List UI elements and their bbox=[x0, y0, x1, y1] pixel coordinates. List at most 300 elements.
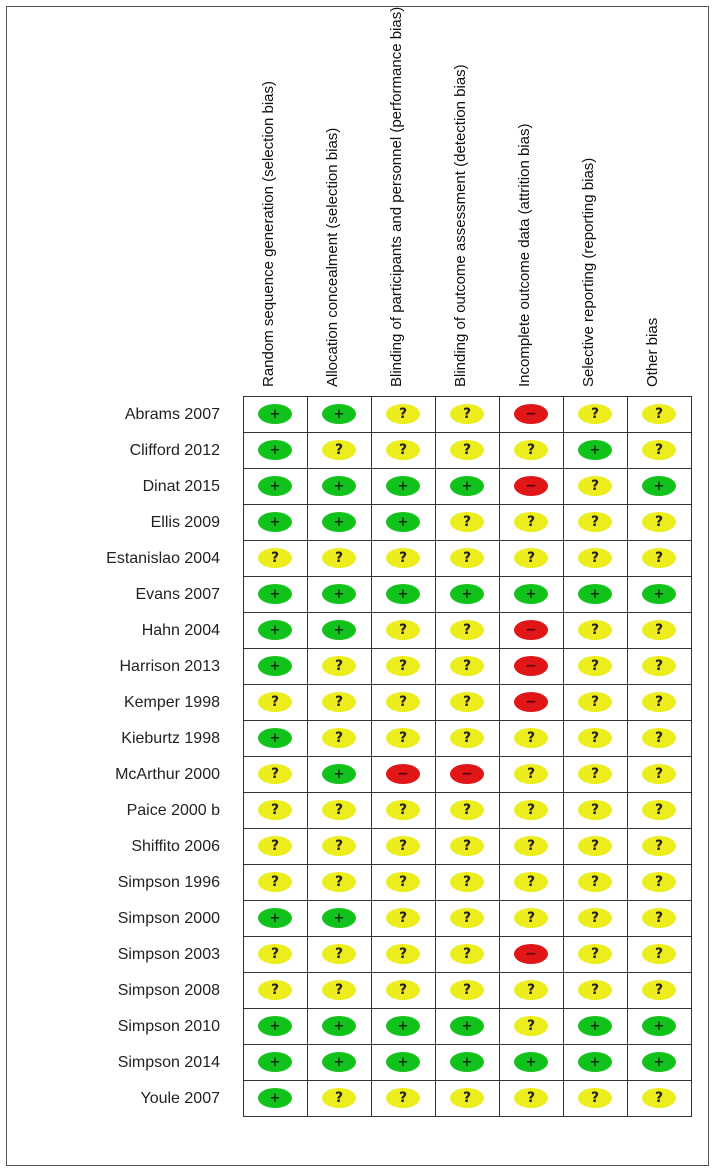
low-risk-icon: + bbox=[322, 764, 356, 784]
low-risk-icon: + bbox=[322, 404, 356, 424]
low-risk-icon: + bbox=[450, 1016, 484, 1036]
unclear-risk-icon: ? bbox=[514, 728, 548, 748]
unclear-risk-icon: ? bbox=[514, 512, 548, 532]
rating-cell bbox=[244, 829, 308, 865]
rating-cell bbox=[308, 973, 372, 1009]
unclear-risk-icon: ? bbox=[578, 836, 612, 856]
rating-cell bbox=[628, 793, 692, 829]
unclear-risk-icon: ? bbox=[322, 1088, 356, 1108]
study-label: Clifford 2012 bbox=[129, 442, 220, 459]
rating-cell bbox=[564, 829, 628, 865]
rating-cell bbox=[564, 505, 628, 541]
rating-cell bbox=[500, 685, 564, 721]
rating-cell bbox=[500, 937, 564, 973]
rating-cell bbox=[564, 1009, 628, 1045]
unclear-risk-icon: ? bbox=[642, 764, 676, 784]
rating-cell bbox=[372, 1045, 436, 1081]
rating-cell bbox=[436, 865, 500, 901]
table-row bbox=[244, 613, 692, 649]
rating-cell bbox=[436, 1009, 500, 1045]
unclear-risk-icon: ? bbox=[642, 440, 676, 460]
unclear-risk-icon: ? bbox=[450, 404, 484, 424]
risk-of-bias-summary bbox=[6, 6, 709, 1166]
unclear-risk-icon: ? bbox=[578, 512, 612, 532]
rating-cell bbox=[564, 901, 628, 937]
unclear-risk-icon: ? bbox=[514, 800, 548, 820]
high-risk-icon: − bbox=[514, 620, 548, 640]
table-row bbox=[244, 829, 692, 865]
low-risk-icon: + bbox=[258, 440, 292, 460]
unclear-risk-icon: ? bbox=[642, 548, 676, 568]
unclear-risk-icon: ? bbox=[258, 548, 292, 568]
rating-cell bbox=[308, 937, 372, 973]
unclear-risk-icon: ? bbox=[450, 872, 484, 892]
rating-cell bbox=[244, 469, 308, 505]
table-row bbox=[244, 721, 692, 757]
high-risk-icon: − bbox=[514, 944, 548, 964]
unclear-risk-icon: ? bbox=[386, 692, 420, 712]
rating-cell bbox=[308, 1009, 372, 1045]
unclear-risk-icon: ? bbox=[578, 1088, 612, 1108]
study-label: Paice 2000 b bbox=[126, 802, 220, 819]
unclear-risk-icon: ? bbox=[450, 944, 484, 964]
unclear-risk-icon: ? bbox=[322, 836, 356, 856]
high-risk-icon: − bbox=[514, 656, 548, 676]
unclear-risk-icon: ? bbox=[386, 620, 420, 640]
rating-cell bbox=[308, 613, 372, 649]
study-label: Kieburtz 1998 bbox=[121, 730, 220, 747]
rating-cell bbox=[244, 865, 308, 901]
rating-cell bbox=[308, 1081, 372, 1117]
rating-cell bbox=[372, 505, 436, 541]
rating-cell bbox=[500, 865, 564, 901]
table-row bbox=[244, 433, 692, 469]
low-risk-icon: + bbox=[258, 908, 292, 928]
rating-cell bbox=[500, 757, 564, 793]
column-header bbox=[563, 7, 625, 387]
low-risk-icon: + bbox=[642, 584, 676, 604]
unclear-risk-icon: ? bbox=[450, 548, 484, 568]
rating-cell bbox=[372, 757, 436, 793]
unclear-risk-icon: ? bbox=[578, 548, 612, 568]
rating-cell bbox=[244, 1081, 308, 1117]
unclear-risk-icon: ? bbox=[578, 404, 612, 424]
rating-cell bbox=[308, 397, 372, 433]
study-label: Hahn 2004 bbox=[141, 622, 220, 639]
rating-cell bbox=[628, 397, 692, 433]
unclear-risk-icon: ? bbox=[322, 872, 356, 892]
rating-cell bbox=[308, 541, 372, 577]
rating-cell bbox=[372, 865, 436, 901]
rating-cell bbox=[372, 793, 436, 829]
rating-cell bbox=[500, 793, 564, 829]
low-risk-icon: + bbox=[578, 440, 612, 460]
low-risk-icon: + bbox=[450, 584, 484, 604]
rating-cell bbox=[436, 685, 500, 721]
unclear-risk-icon: ? bbox=[642, 944, 676, 964]
rating-cell bbox=[628, 937, 692, 973]
unclear-risk-icon: ? bbox=[386, 872, 420, 892]
high-risk-icon: − bbox=[386, 764, 420, 784]
rating-cell bbox=[500, 541, 564, 577]
rating-cell bbox=[436, 901, 500, 937]
rating-cell bbox=[500, 721, 564, 757]
rating-cell bbox=[436, 397, 500, 433]
rating-cell bbox=[308, 721, 372, 757]
rating-cell bbox=[500, 1081, 564, 1117]
study-label: Simpson 2003 bbox=[117, 946, 220, 963]
study-label: Simpson 2008 bbox=[117, 982, 220, 999]
unclear-risk-icon: ? bbox=[450, 1088, 484, 1108]
rating-cell bbox=[244, 577, 308, 613]
study-label: Harrison 2013 bbox=[119, 658, 220, 675]
unclear-risk-icon: ? bbox=[258, 692, 292, 712]
unclear-risk-icon: ? bbox=[322, 980, 356, 1000]
rating-cell bbox=[500, 397, 564, 433]
rating-cell bbox=[372, 469, 436, 505]
rating-cell bbox=[436, 829, 500, 865]
risk-of-bias-grid bbox=[243, 396, 692, 1117]
unclear-risk-icon: ? bbox=[642, 1088, 676, 1108]
unclear-risk-icon: ? bbox=[322, 944, 356, 964]
study-label: Simpson 2000 bbox=[117, 910, 220, 927]
rating-cell bbox=[308, 685, 372, 721]
unclear-risk-icon: ? bbox=[450, 908, 484, 928]
low-risk-icon: + bbox=[258, 476, 292, 496]
unclear-risk-icon: ? bbox=[258, 980, 292, 1000]
table-row bbox=[244, 937, 692, 973]
study-label: Kemper 1998 bbox=[123, 694, 220, 711]
unclear-risk-icon: ? bbox=[322, 800, 356, 820]
rating-cell bbox=[244, 433, 308, 469]
rating-cell bbox=[564, 937, 628, 973]
low-risk-icon: + bbox=[386, 512, 420, 532]
rating-cell bbox=[628, 1045, 692, 1081]
rating-cell bbox=[244, 937, 308, 973]
low-risk-icon: + bbox=[386, 1016, 420, 1036]
rating-cell bbox=[372, 397, 436, 433]
rating-cell bbox=[628, 1081, 692, 1117]
rating-cell bbox=[628, 757, 692, 793]
study-label: Dinat 2015 bbox=[142, 478, 220, 495]
rating-cell bbox=[372, 901, 436, 937]
unclear-risk-icon: ? bbox=[258, 944, 292, 964]
column-header bbox=[627, 7, 689, 387]
unclear-risk-icon: ? bbox=[386, 800, 420, 820]
rating-cell bbox=[244, 1009, 308, 1045]
rating-cell bbox=[244, 505, 308, 541]
study-label: McArthur 2000 bbox=[115, 766, 220, 783]
unclear-risk-icon: ? bbox=[386, 836, 420, 856]
rating-cell bbox=[500, 829, 564, 865]
table-row bbox=[244, 973, 692, 1009]
low-risk-icon: + bbox=[450, 476, 484, 496]
low-risk-icon: + bbox=[578, 1016, 612, 1036]
high-risk-icon: − bbox=[514, 692, 548, 712]
rating-cell bbox=[436, 469, 500, 505]
rating-cell bbox=[500, 1045, 564, 1081]
low-risk-icon: + bbox=[322, 1016, 356, 1036]
unclear-risk-icon: ? bbox=[322, 548, 356, 568]
rating-cell bbox=[372, 937, 436, 973]
high-risk-icon: − bbox=[514, 476, 548, 496]
rating-cell bbox=[564, 973, 628, 1009]
rating-cell bbox=[308, 829, 372, 865]
unclear-risk-icon: ? bbox=[578, 800, 612, 820]
rating-cell bbox=[628, 541, 692, 577]
unclear-risk-icon: ? bbox=[450, 512, 484, 532]
unclear-risk-icon: ? bbox=[642, 836, 676, 856]
unclear-risk-icon: ? bbox=[386, 1088, 420, 1108]
low-risk-icon: + bbox=[258, 404, 292, 424]
unclear-risk-icon: ? bbox=[450, 728, 484, 748]
rating-cell bbox=[564, 793, 628, 829]
rating-cell bbox=[564, 1081, 628, 1117]
unclear-risk-icon: ? bbox=[386, 548, 420, 568]
rating-cell bbox=[372, 829, 436, 865]
unclear-risk-icon: ? bbox=[258, 764, 292, 784]
rating-cell bbox=[308, 901, 372, 937]
unclear-risk-icon: ? bbox=[450, 656, 484, 676]
unclear-risk-icon: ? bbox=[386, 980, 420, 1000]
low-risk-icon: + bbox=[642, 1052, 676, 1072]
rating-cell bbox=[436, 721, 500, 757]
rating-cell bbox=[308, 865, 372, 901]
column-header-label: Allocation concealment (selection bias) bbox=[324, 127, 341, 387]
unclear-risk-icon: ? bbox=[578, 872, 612, 892]
low-risk-icon: + bbox=[514, 584, 548, 604]
column-header bbox=[499, 7, 561, 387]
unclear-risk-icon: ? bbox=[258, 800, 292, 820]
unclear-risk-icon: ? bbox=[642, 872, 676, 892]
unclear-risk-icon: ? bbox=[642, 728, 676, 748]
unclear-risk-icon: ? bbox=[322, 692, 356, 712]
low-risk-icon: + bbox=[642, 476, 676, 496]
table-row bbox=[244, 865, 692, 901]
table-row bbox=[244, 505, 692, 541]
low-risk-icon: + bbox=[258, 656, 292, 676]
rating-cell bbox=[372, 1009, 436, 1045]
rating-cell bbox=[628, 505, 692, 541]
unclear-risk-icon: ? bbox=[258, 836, 292, 856]
rating-cell bbox=[244, 973, 308, 1009]
low-risk-icon: + bbox=[578, 1052, 612, 1072]
table-row bbox=[244, 793, 692, 829]
low-risk-icon: + bbox=[258, 584, 292, 604]
study-label: Estanislao 2004 bbox=[106, 550, 220, 567]
rating-cell bbox=[308, 433, 372, 469]
rating-cell bbox=[500, 469, 564, 505]
rating-cell bbox=[436, 937, 500, 973]
unclear-risk-icon: ? bbox=[450, 980, 484, 1000]
unclear-risk-icon: ? bbox=[386, 944, 420, 964]
low-risk-icon: + bbox=[450, 1052, 484, 1072]
unclear-risk-icon: ? bbox=[514, 872, 548, 892]
unclear-risk-icon: ? bbox=[322, 440, 356, 460]
low-risk-icon: + bbox=[322, 476, 356, 496]
rating-cell bbox=[564, 649, 628, 685]
unclear-risk-icon: ? bbox=[578, 908, 612, 928]
unclear-risk-icon: ? bbox=[450, 800, 484, 820]
rating-cell bbox=[500, 433, 564, 469]
unclear-risk-icon: ? bbox=[386, 656, 420, 676]
unclear-risk-icon: ? bbox=[386, 440, 420, 460]
rating-cell bbox=[308, 505, 372, 541]
column-header-label: Selective reporting (reporting bias) bbox=[580, 157, 597, 387]
unclear-risk-icon: ? bbox=[450, 440, 484, 460]
unclear-risk-icon: ? bbox=[642, 404, 676, 424]
column-header-label: Blinding of outcome assessment (detection bias) bbox=[452, 64, 469, 387]
unclear-risk-icon: ? bbox=[514, 548, 548, 568]
rating-cell bbox=[628, 721, 692, 757]
table-row bbox=[244, 541, 692, 577]
rating-cell bbox=[308, 469, 372, 505]
low-risk-icon: + bbox=[386, 584, 420, 604]
column-header-label: Blinding of participants and personnel (performance bias) bbox=[388, 6, 405, 387]
low-risk-icon: + bbox=[258, 620, 292, 640]
rating-cell bbox=[436, 541, 500, 577]
unclear-risk-icon: ? bbox=[642, 800, 676, 820]
rating-cell bbox=[564, 721, 628, 757]
rating-cell bbox=[244, 685, 308, 721]
unclear-risk-icon: ? bbox=[578, 692, 612, 712]
rating-cell bbox=[308, 649, 372, 685]
table-row bbox=[244, 577, 692, 613]
rating-cell bbox=[564, 577, 628, 613]
unclear-risk-icon: ? bbox=[642, 980, 676, 1000]
column-header-label: Other bias bbox=[644, 317, 661, 387]
unclear-risk-icon: ? bbox=[578, 476, 612, 496]
table-row bbox=[244, 685, 692, 721]
rating-cell bbox=[564, 469, 628, 505]
table-row bbox=[244, 1081, 692, 1117]
unclear-risk-icon: ? bbox=[642, 656, 676, 676]
rating-cell bbox=[372, 541, 436, 577]
rating-cell bbox=[372, 613, 436, 649]
rating-cell bbox=[500, 901, 564, 937]
rating-cell bbox=[564, 685, 628, 721]
column-header bbox=[307, 7, 369, 387]
rating-cell bbox=[628, 901, 692, 937]
rating-cell bbox=[628, 685, 692, 721]
column-header bbox=[243, 7, 305, 387]
rating-cell bbox=[244, 613, 308, 649]
low-risk-icon: + bbox=[322, 1052, 356, 1072]
rating-cell bbox=[500, 1009, 564, 1045]
study-label: Shiffito 2006 bbox=[131, 838, 220, 855]
rating-cell bbox=[372, 685, 436, 721]
table-row bbox=[244, 1009, 692, 1045]
table-row bbox=[244, 1045, 692, 1081]
study-label: Evans 2007 bbox=[135, 586, 220, 603]
unclear-risk-icon: ? bbox=[322, 728, 356, 748]
rating-cell bbox=[500, 505, 564, 541]
low-risk-icon: + bbox=[514, 1052, 548, 1072]
table-row bbox=[244, 649, 692, 685]
unclear-risk-icon: ? bbox=[450, 692, 484, 712]
unclear-risk-icon: ? bbox=[578, 728, 612, 748]
column-header-label: Random sequence generation (selection bias) bbox=[260, 80, 277, 387]
low-risk-icon: + bbox=[386, 1052, 420, 1072]
low-risk-icon: + bbox=[258, 512, 292, 532]
table-row bbox=[244, 469, 692, 505]
rating-cell bbox=[628, 973, 692, 1009]
rating-cell bbox=[372, 1081, 436, 1117]
rating-cell bbox=[436, 757, 500, 793]
rating-cell bbox=[628, 469, 692, 505]
unclear-risk-icon: ? bbox=[450, 620, 484, 640]
rating-cell bbox=[308, 1045, 372, 1081]
unclear-risk-icon: ? bbox=[578, 620, 612, 640]
rating-cell bbox=[564, 1045, 628, 1081]
column-header bbox=[435, 7, 497, 387]
rating-cell bbox=[628, 865, 692, 901]
rating-cell bbox=[500, 613, 564, 649]
rating-cell bbox=[564, 613, 628, 649]
rating-cell bbox=[628, 433, 692, 469]
rating-cell bbox=[564, 397, 628, 433]
low-risk-icon: + bbox=[322, 512, 356, 532]
column-header-label: Incomplete outcome data (attrition bias) bbox=[516, 123, 533, 387]
rating-cell bbox=[628, 613, 692, 649]
high-risk-icon: − bbox=[514, 404, 548, 424]
unclear-risk-icon: ? bbox=[514, 1016, 548, 1036]
table-row bbox=[244, 901, 692, 937]
low-risk-icon: + bbox=[258, 1016, 292, 1036]
rating-cell bbox=[436, 1045, 500, 1081]
unclear-risk-icon: ? bbox=[578, 980, 612, 1000]
unclear-risk-icon: ? bbox=[642, 620, 676, 640]
rating-cell bbox=[244, 793, 308, 829]
rating-cell bbox=[372, 433, 436, 469]
rating-cell bbox=[628, 649, 692, 685]
unclear-risk-icon: ? bbox=[514, 836, 548, 856]
rating-cell bbox=[244, 757, 308, 793]
rating-cell bbox=[244, 901, 308, 937]
unclear-risk-icon: ? bbox=[514, 908, 548, 928]
low-risk-icon: + bbox=[386, 476, 420, 496]
unclear-risk-icon: ? bbox=[386, 728, 420, 748]
low-risk-icon: + bbox=[322, 584, 356, 604]
unclear-risk-icon: ? bbox=[642, 692, 676, 712]
rating-cell bbox=[244, 541, 308, 577]
rating-cell bbox=[436, 577, 500, 613]
unclear-risk-icon: ? bbox=[578, 944, 612, 964]
rating-cell bbox=[372, 577, 436, 613]
rating-cell bbox=[564, 757, 628, 793]
table-row bbox=[244, 757, 692, 793]
rating-cell bbox=[308, 793, 372, 829]
rating-cell bbox=[564, 541, 628, 577]
rating-cell bbox=[564, 865, 628, 901]
study-label: Youle 2007 bbox=[140, 1090, 220, 1107]
rating-cell bbox=[436, 613, 500, 649]
rating-cell bbox=[244, 397, 308, 433]
unclear-risk-icon: ? bbox=[578, 764, 612, 784]
low-risk-icon: + bbox=[258, 1052, 292, 1072]
low-risk-icon: + bbox=[642, 1016, 676, 1036]
unclear-risk-icon: ? bbox=[258, 872, 292, 892]
study-label: Simpson 2014 bbox=[117, 1054, 220, 1071]
table-row bbox=[244, 397, 692, 433]
rating-cell bbox=[436, 505, 500, 541]
rating-cell bbox=[436, 1081, 500, 1117]
low-risk-icon: + bbox=[322, 908, 356, 928]
column-header bbox=[371, 7, 433, 387]
unclear-risk-icon: ? bbox=[642, 512, 676, 532]
rating-cell bbox=[500, 577, 564, 613]
low-risk-icon: + bbox=[578, 584, 612, 604]
